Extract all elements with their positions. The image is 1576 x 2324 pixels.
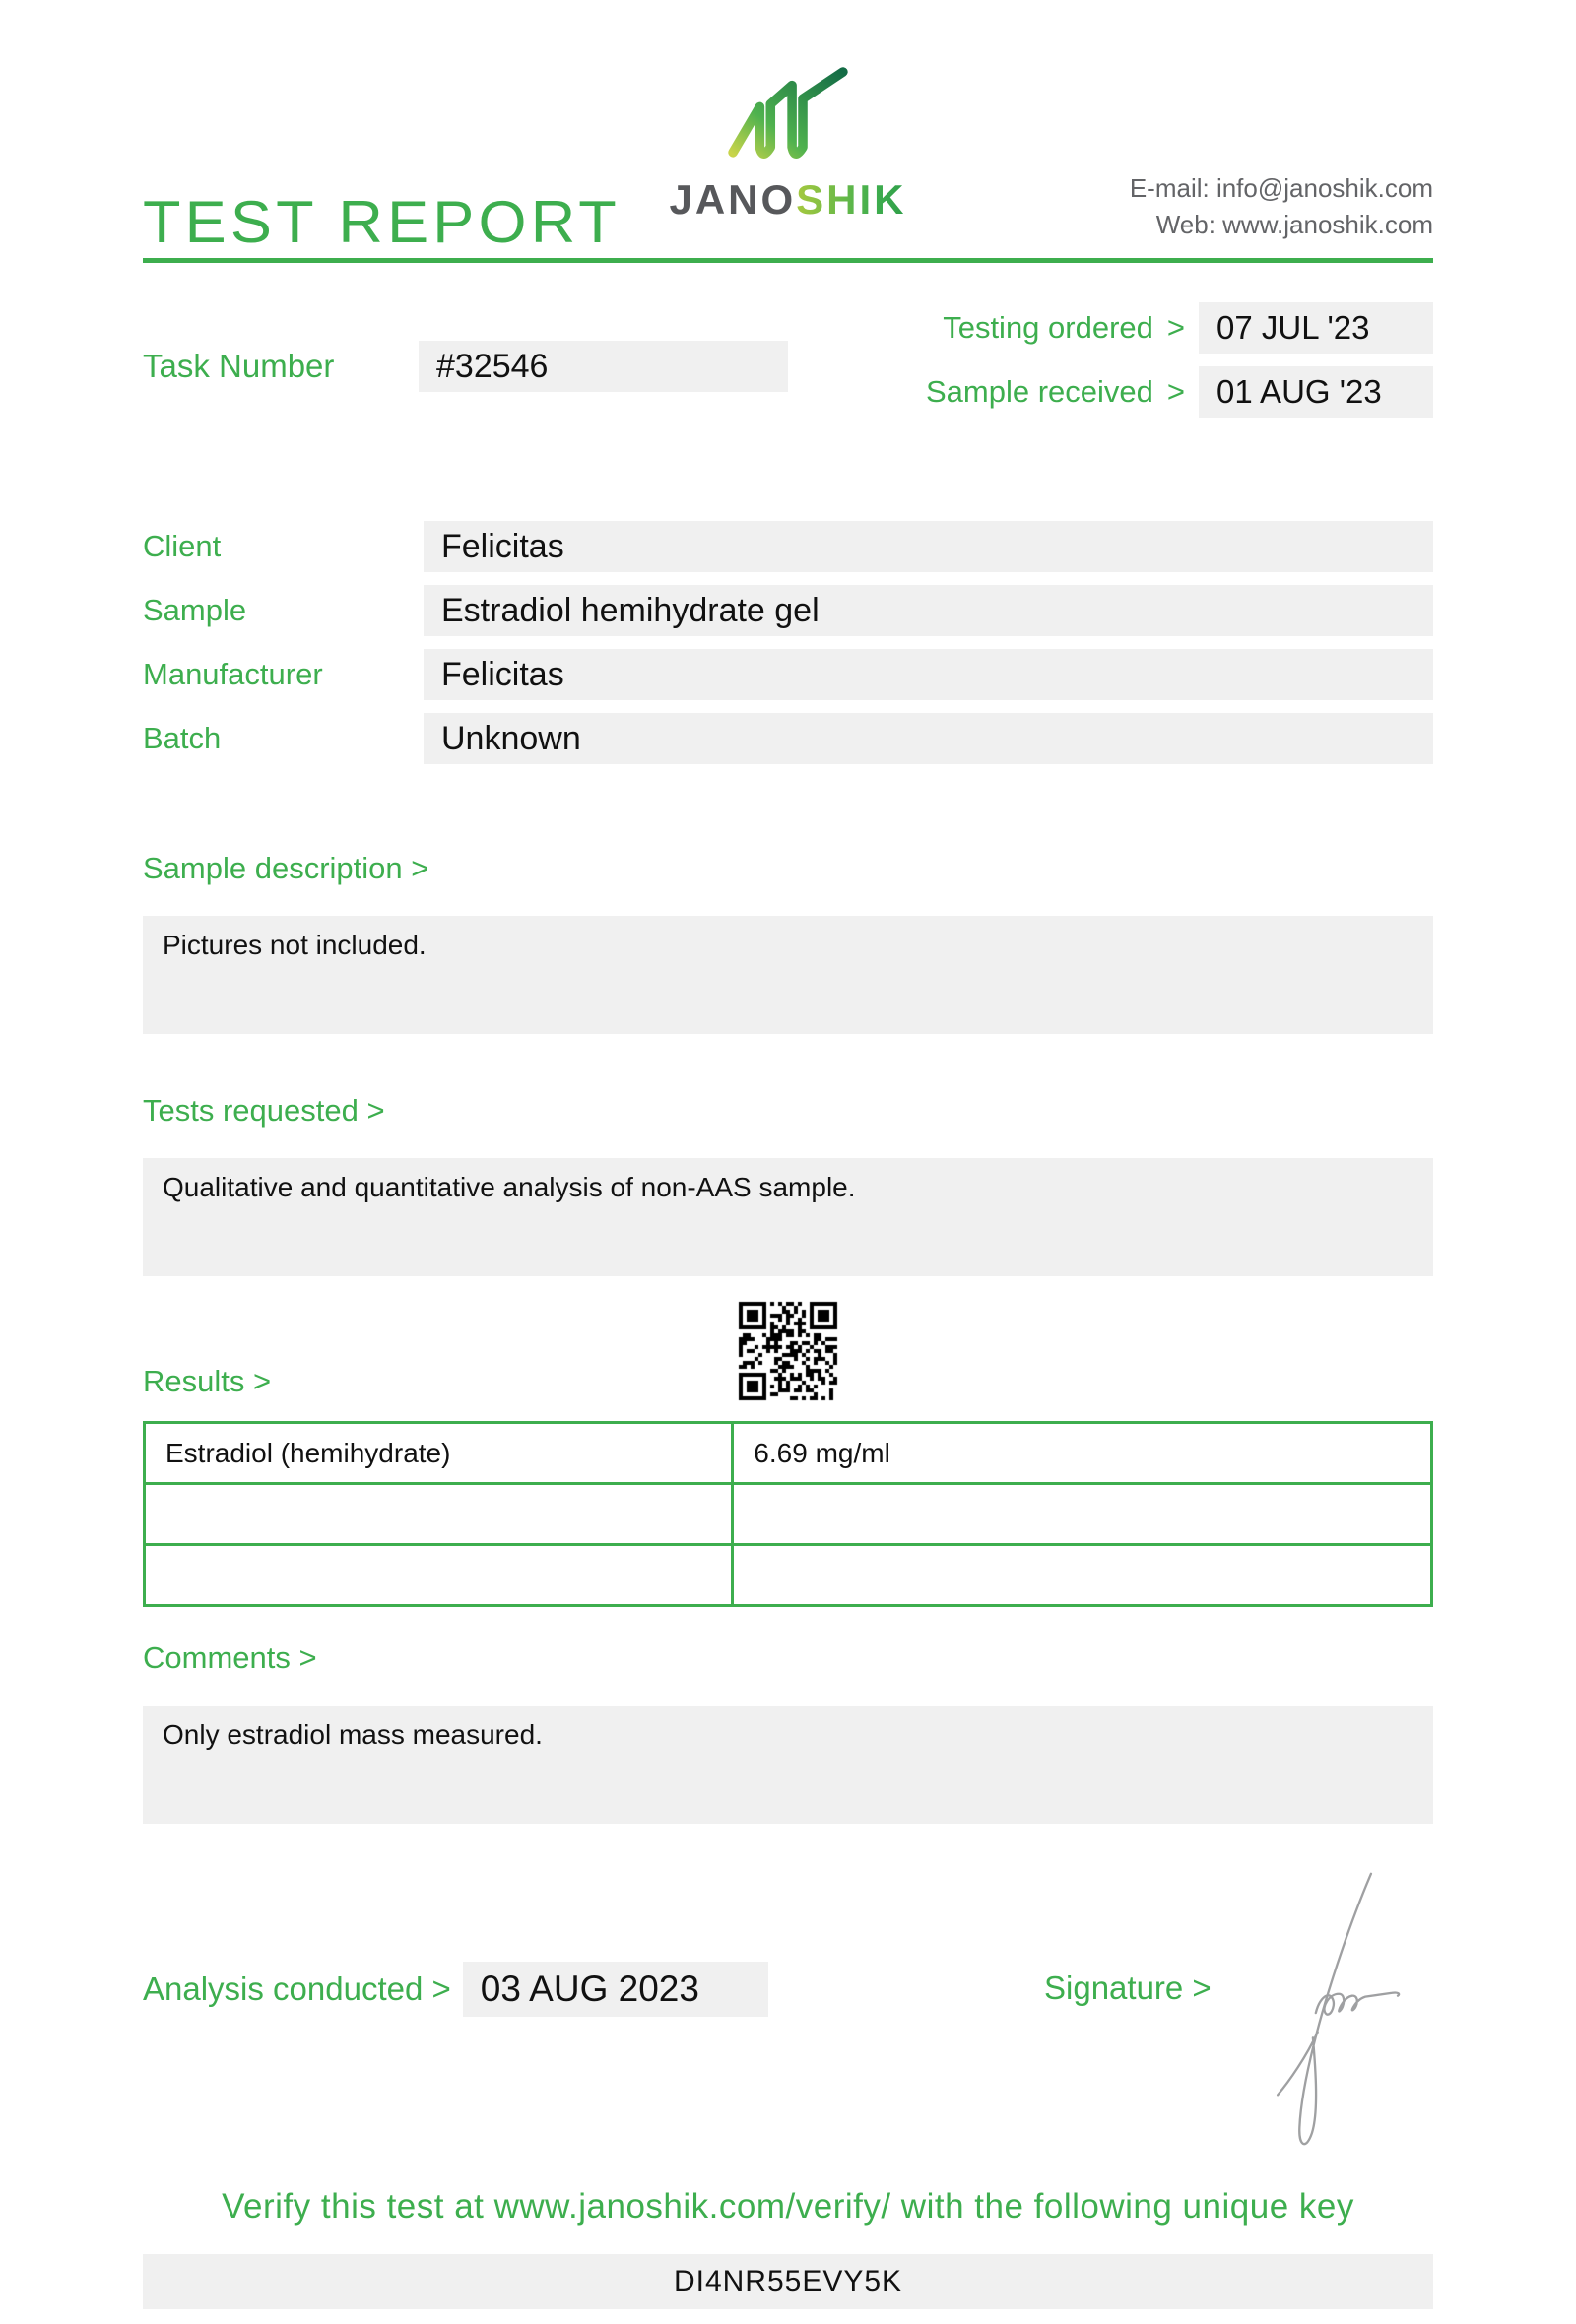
analysis-conducted-value: 03 AUG 2023 xyxy=(463,1962,768,2017)
manufacturer-value: Felicitas xyxy=(424,649,1433,700)
footer-block xyxy=(143,1868,1433,2163)
result-value xyxy=(733,1484,1432,1545)
contact-email: E-mail: info@janoshik.com xyxy=(1129,172,1433,203)
chevron-right-icon: > xyxy=(1166,374,1185,409)
handwritten-signature xyxy=(1256,1868,1423,2163)
tests-requested-text: Qualitative and quantitative analysis of non-AAS sample. xyxy=(143,1158,1433,1276)
contact-info xyxy=(1130,170,1433,244)
results-heading: Results > xyxy=(143,1364,272,1398)
comments-text: Only estradiol mass measured. xyxy=(143,1706,1433,1824)
results-table xyxy=(143,1421,1433,1607)
report-header xyxy=(143,79,1433,258)
sample-description-section xyxy=(143,851,1433,1034)
client-row xyxy=(143,521,1433,572)
sample-received-row xyxy=(926,366,1433,418)
sample-label: Sample xyxy=(143,593,247,627)
testing-ordered-row xyxy=(926,302,1433,354)
janoshik-logo xyxy=(630,63,946,224)
sample-received-label: Sample received xyxy=(925,374,1153,409)
task-number-label: Task Number xyxy=(143,348,335,384)
result-value xyxy=(733,1545,1432,1606)
chevron-right-icon: > xyxy=(1166,310,1185,345)
page-title: TEST REPORT xyxy=(143,189,621,255)
comments-heading: Comments > xyxy=(143,1641,317,1675)
client-label: Client xyxy=(143,529,222,563)
tests-requested-section xyxy=(143,1093,1433,1276)
logo-word-dark: JANO xyxy=(669,176,797,223)
batch-value: Unknown xyxy=(424,713,1433,764)
client-value: Felicitas xyxy=(424,521,1433,572)
analysis-conducted-label: Analysis conducted > xyxy=(143,1970,451,2007)
sample-row xyxy=(143,585,1433,636)
verify-instruction: Verify this test at www.janoshik.com/verify/ with the following unique key xyxy=(222,2187,1354,2226)
contact-web: Web: www.janoshik.com xyxy=(1155,210,1433,240)
result-value: 6.69 mg/ml xyxy=(733,1423,1432,1484)
trend-chart-icon xyxy=(714,63,862,169)
batch-label: Batch xyxy=(143,721,222,755)
analysis-conducted-row xyxy=(143,1962,768,2017)
batch-row xyxy=(143,713,1433,764)
logo-word-green: SHIK xyxy=(796,176,907,223)
table-row xyxy=(145,1423,1432,1484)
unique-key: DI4NR55EVY5K xyxy=(143,2254,1433,2309)
sample-description-text: Pictures not included. xyxy=(143,916,1433,1034)
table-row xyxy=(145,1545,1432,1606)
signature-label: Signature > xyxy=(1044,1969,1212,2006)
sample-value: Estradiol hemihydrate gel xyxy=(424,585,1433,636)
dates-column xyxy=(926,302,1433,430)
sample-received-value: 01 AUG '23 xyxy=(1199,366,1433,418)
comments-section xyxy=(143,1641,1433,1824)
sample-info-block xyxy=(143,521,1433,764)
result-substance: Estradiol (hemihydrate) xyxy=(145,1423,733,1484)
result-substance xyxy=(145,1484,733,1545)
task-and-dates xyxy=(143,302,1433,430)
results-header xyxy=(143,1276,1433,1411)
manufacturer-label: Manufacturer xyxy=(143,657,323,691)
tests-requested-heading: Tests requested > xyxy=(143,1093,385,1128)
task-number-value: #32546 xyxy=(419,341,788,392)
task-number-row xyxy=(143,302,788,430)
testing-ordered-label: Testing ordered xyxy=(943,310,1153,345)
logo-wordmark xyxy=(630,176,946,224)
table-row xyxy=(145,1484,1432,1545)
qr-code xyxy=(737,1300,839,1402)
testing-ordered-value: 07 JUL '23 xyxy=(1199,302,1433,354)
header-divider xyxy=(143,258,1433,263)
sample-description-heading: Sample description > xyxy=(143,851,429,885)
manufacturer-row xyxy=(143,649,1433,700)
result-substance xyxy=(145,1545,733,1606)
